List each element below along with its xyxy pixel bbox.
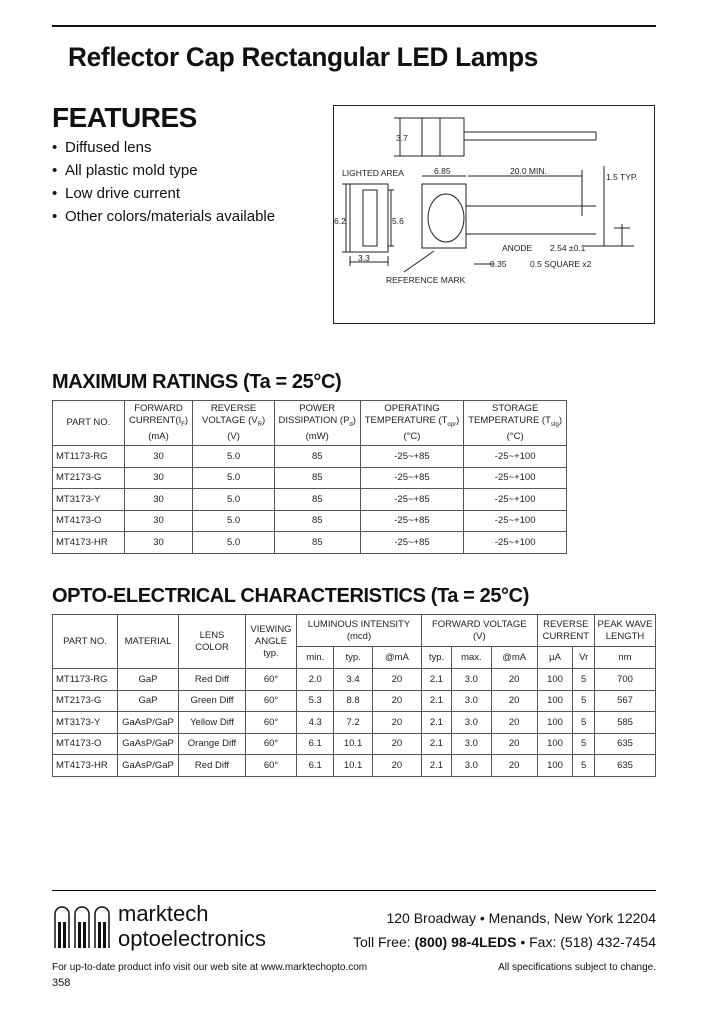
spec-note: All specifications subject to change. bbox=[498, 962, 656, 973]
dim-label: LIGHTED AREA bbox=[342, 168, 404, 178]
max-ratings-table bbox=[52, 400, 567, 554]
address: 120 Broadway • Menands, New York 12204 bbox=[386, 910, 656, 926]
col-header: FORWARD $CURRENT(I_F)$ (mA) bbox=[124, 401, 193, 446]
table-row: MT4173-O 30 5.0 85 -25~+85 -25~+100 bbox=[53, 510, 567, 532]
brand-name: marktech bbox=[118, 901, 209, 926]
feature-item: • Low drive current bbox=[52, 184, 275, 207]
dim-label: 6.85 bbox=[434, 166, 451, 176]
dim-label: 2.54 ±0.1 bbox=[550, 243, 586, 253]
col-header: STORAGE TEMPERATURE $(T_{stg})$ (°C) bbox=[464, 401, 567, 446]
max-ratings-heading: MAXIMUM RATINGS (Ta = 25°C) bbox=[52, 371, 342, 393]
dim-label: 0.35 bbox=[490, 259, 507, 269]
dim-label: ANODE bbox=[502, 243, 533, 253]
dim-label: 3.3 bbox=[358, 253, 370, 263]
features-list bbox=[52, 138, 275, 230]
feature-item: • Other colors/materials available bbox=[52, 207, 275, 230]
footer-rule bbox=[52, 890, 656, 891]
dim-label: 5.6 bbox=[392, 216, 404, 226]
sub-header: max. bbox=[452, 647, 492, 669]
page-title: Reflector Cap Rectangular LED Lamps bbox=[68, 42, 539, 72]
table-row: MT3173-Y GaAsP/GaP Yellow Diff 60° 4.3 7.2 20 2.1 3.0 20 100 5 585 bbox=[53, 712, 656, 734]
sub-header: typ. bbox=[421, 647, 451, 669]
dimension-drawing bbox=[334, 106, 654, 323]
col-header: REVERSE CURRENT bbox=[537, 615, 594, 647]
table-row: MT3173-Y 30 5.0 85 -25~+85 -25~+100 bbox=[53, 489, 567, 511]
package-dimension-diagram bbox=[333, 105, 655, 324]
front-view-body bbox=[350, 184, 388, 252]
top-rule bbox=[52, 25, 656, 27]
feature-item: • Diffused lens bbox=[52, 138, 275, 161]
table-row: MT1173-RG GaP Red Diff 60° 2.0 3.4 20 2.1 3.0 20 100 5 700 bbox=[53, 669, 656, 691]
sub-header: Vr bbox=[573, 647, 595, 669]
sub-header: nm bbox=[595, 647, 656, 669]
features-heading: FEATURES bbox=[52, 102, 197, 133]
sub-header: typ. bbox=[334, 647, 372, 669]
led-logo-icon bbox=[52, 900, 114, 950]
col-header: VIEWING ANGLE typ. bbox=[246, 615, 297, 669]
col-header: REVERSE VOLTAGE $(V_R)$ (V) bbox=[193, 401, 274, 446]
table-row: MT2173-G GaP Green Diff 60° 5.3 8.8 20 2.1 3.0 20 100 5 567 bbox=[53, 690, 656, 712]
dim-label: 1.5 TYP. bbox=[606, 172, 638, 182]
table-row: MT2173-G 30 5.0 85 -25~+85 -25~+100 bbox=[53, 467, 567, 489]
sub-header: @mA bbox=[372, 647, 421, 669]
sub-header: @mA bbox=[491, 647, 537, 669]
dim-label: REFERENCE MARK bbox=[386, 275, 466, 285]
table-row: MT4173-HR 30 5.0 85 -25~+85 -25~+100 bbox=[53, 532, 567, 554]
brand-subtitle: optoelectronics bbox=[118, 926, 266, 951]
dim-label: 3.7 bbox=[396, 133, 408, 143]
table-row: MT1173-RG 30 5.0 85 -25~+85 -25~+100 bbox=[53, 446, 567, 468]
col-header: PART NO. bbox=[53, 401, 125, 446]
col-header: OPERATING TEMPERATURE $(T_{opr})$ (°C) bbox=[360, 401, 464, 446]
table-row: MT4173-O GaAsP/GaP Orange Diff 60° 6.1 10.1 20 2.1 3.0 20 100 5 635 bbox=[53, 733, 656, 755]
col-header: PEAK WAVE LENGTH bbox=[595, 615, 656, 647]
opto-heading: OPTO-ELECTRICAL CHARACTERISTICS (Ta = 25°C) bbox=[52, 585, 529, 607]
dim-label: 20.0 MIN. bbox=[510, 166, 547, 176]
feature-item: • All plastic mold type bbox=[52, 161, 275, 184]
opto-electrical-table bbox=[52, 614, 656, 777]
col-header: POWER DISSIPATION $(P_d)$ (mW) bbox=[274, 401, 360, 446]
col-header: LUMINOUS INTENSITY (mcd) bbox=[297, 615, 422, 647]
col-header: PART NO. bbox=[53, 615, 118, 669]
sub-header: min. bbox=[297, 647, 334, 669]
col-header: MATERIAL bbox=[118, 615, 179, 669]
col-header: LENS COLOR bbox=[179, 615, 246, 669]
col-header: FORWARD VOLTAGE (V) bbox=[421, 615, 537, 647]
page-number: 358 bbox=[52, 977, 71, 989]
dim-label: 0.5 SQUARE x2 bbox=[530, 259, 592, 269]
table-row: MT4173-HR GaAsP/GaP Red Diff 60° 6.1 10.1 20 2.1 3.0 20 100 5 635 bbox=[53, 755, 656, 777]
side-view-body bbox=[422, 118, 464, 156]
dim-label: 6.2 bbox=[334, 216, 346, 226]
contact-line: Toll Free: (800) 98-4LEDS • Fax: (518) 432-7454 bbox=[353, 934, 656, 950]
sub-header: µA bbox=[537, 647, 573, 669]
web-note: For up-to-date product info visit our web site at www.marktechopto.com bbox=[52, 962, 368, 973]
toll-free-number: (800) 98-4LEDS bbox=[414, 934, 517, 950]
